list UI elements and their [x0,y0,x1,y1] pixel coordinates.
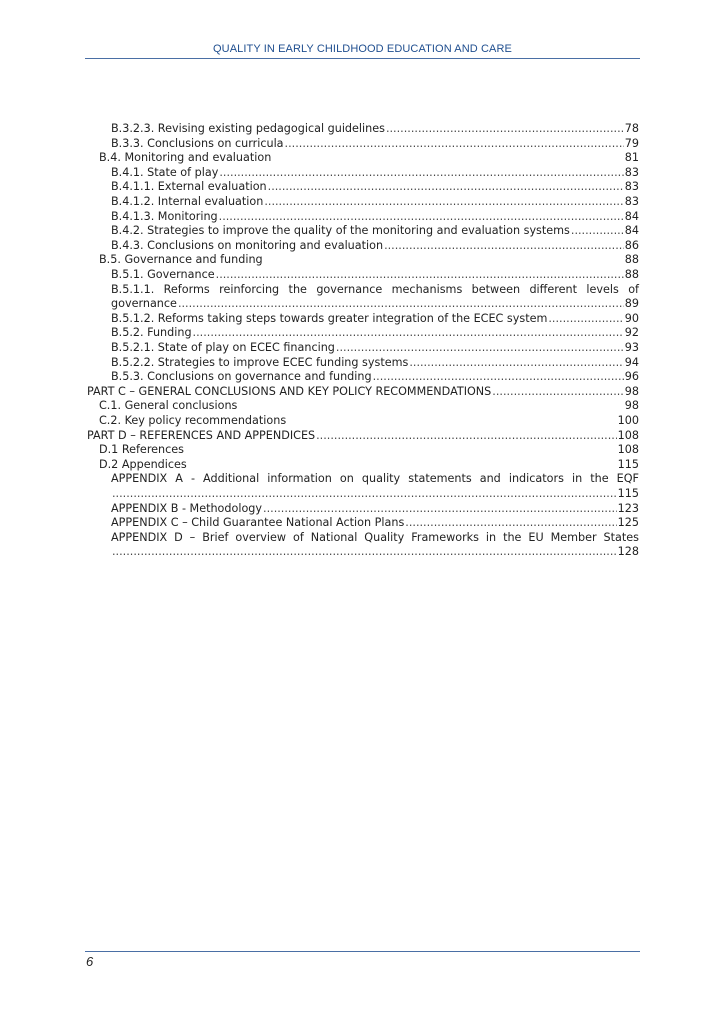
toc-entry-page: 98 [624,384,639,398]
toc-leader-dots [268,180,624,195]
toc-leader-dots [571,224,624,239]
toc-entry-label: B.5.1.2. Reforms taking steps towards greater integration of the ECEC system [111,311,548,325]
toc-entry[interactable] [111,180,639,195]
toc-entry-label: B.5.2. Funding [111,326,192,340]
toc-leader-dots [178,297,624,312]
toc-entry[interactable] [111,268,639,283]
toc-leader-dots [336,341,624,356]
toc-entry[interactable] [111,356,639,371]
toc-leader-dots [386,122,624,137]
page-number: 6 [86,954,94,969]
toc-leader-dots [384,239,624,254]
toc-entry-label: B.4.1.3. Monitoring [111,209,218,223]
toc-entry-label: PART C – GENERAL CONCLUSIONS AND KEY POLICY RECOMMENDATIONS [87,384,492,398]
toc-entry-label: C.1. General conclusions [99,399,238,413]
toc-leader-dots [112,545,617,560]
toc-entry[interactable] [111,502,639,517]
toc-entry-page: 100 [617,414,639,427]
toc-leader-dots [548,312,623,327]
toc-entry-page: 93 [624,341,639,354]
toc-entry-label: APPENDIX A - Additional information on quality statements and indicators in the EQF [111,472,639,486]
toc-leader-dots [216,268,624,283]
toc-entry[interactable] [99,151,639,166]
toc-entry[interactable] [99,443,639,458]
toc-entry-page: 83 [624,195,639,208]
toc-entry[interactable] [111,210,639,225]
toc-leader-dots [285,137,624,152]
toc-entry[interactable] [111,326,639,341]
toc-entry[interactable] [87,385,639,400]
toc-entry[interactable] [99,414,639,429]
toc-entry-label: APPENDIX D – Brief overview of National Quality Frameworks in the EU Member States [111,530,639,544]
toc-entry[interactable] [111,166,639,181]
toc-entry-page: 92 [624,326,639,340]
toc-entry[interactable] [99,458,639,473]
toc-entry-label: PART D – REFERENCES AND APPENDICES [87,428,316,442]
toc-leader-dots [219,210,624,225]
toc-entry[interactable] [111,516,639,531]
toc-entry[interactable] [111,224,639,239]
toc-entry-label: B.4.1.1. External evaluation [111,180,267,194]
toc-entry-label: B.4.1. State of play [111,165,219,179]
toc-entry[interactable] [111,195,639,210]
toc-entry-label: APPENDIX B - Methodology [111,501,263,515]
toc-entry-label: B.4.2. Strategies to improve the quality of the monitoring and evaluation systems [111,224,570,238]
toc-entry[interactable] [111,472,639,487]
toc-entry-page: 98 [624,399,639,413]
toc-entry-label: B.4.1.2. Internal evaluation [111,195,264,208]
toc-entry[interactable] [111,239,639,254]
toc-entry-page: 108 [617,428,639,442]
toc-leader-dots [373,370,624,385]
toc-leader-dots [263,502,617,517]
toc-entry-label: B.5. Governance and funding [99,253,263,267]
toc-leader-dots [492,385,623,400]
toc-leader-dots [219,166,623,181]
toc-entry-page: 123 [617,501,639,515]
header-divider [85,58,640,59]
toc-entry[interactable] [111,297,639,312]
toc-entry-label: B.5.2.2. Strategies to improve ECEC funding systems [111,355,409,369]
toc-entry-page: 79 [624,136,639,150]
toc-entry-label: governance [111,297,177,311]
toc-leader-dots [112,487,617,502]
toc-entry-page: 88 [624,268,639,281]
toc-entry[interactable] [111,545,639,560]
toc-entry[interactable] [99,399,639,414]
toc-entry-page: 86 [624,238,639,252]
footer-divider [85,951,640,952]
toc-leader-dots [409,356,623,371]
toc-entry[interactable] [111,370,639,385]
toc-entry[interactable] [111,312,639,327]
toc-leader-dots [405,516,616,531]
toc-entry-page: 115 [617,487,639,500]
toc-entry-label: B.5.2.1. State of play on ECEC financing [111,341,335,354]
toc-entry-label: B.4. Monitoring and evaluation [99,151,272,165]
toc-entry-page: 88 [624,253,639,267]
toc-entry-page: 83 [624,165,639,179]
toc-entry-label: APPENDIX C – Child Guarantee National Action Plans [111,516,405,530]
toc-entry[interactable] [111,122,639,137]
toc-leader-dots [193,326,624,341]
toc-leader-dots [264,195,623,210]
toc-entry-label: B.3.2.3. Revising existing pedagogical guidelines [111,122,385,135]
toc-entry-label: D.1 References [99,443,185,457]
toc-entry[interactable] [99,253,639,268]
toc-entry-label: C.2. Key policy recommendations [99,414,287,427]
toc-entry-page: 89 [624,297,639,311]
toc-entry-page: 94 [624,355,639,369]
toc-entry-label: B.3.3. Conclusions on curricula [111,136,284,150]
toc-entry-page: 83 [624,180,639,194]
toc-entry-page: 81 [624,151,639,165]
toc-leader-dots [316,429,617,444]
toc-entry-label: B.5.1.1. Reforms reinforcing the governance mechanisms between different levels of [111,282,639,296]
toc-entry-label: D.2 Appendices [99,457,187,471]
toc-entry-page: 84 [624,209,639,223]
running-header: QUALITY IN EARLY CHILDHOOD EDUCATION AND CARE [213,43,512,55]
toc-entry-label: B.5.3. Conclusions on governance and funding [111,370,372,384]
toc-entry-label: B.5.1. Governance [111,268,215,281]
toc-entry-page: 115 [617,457,639,471]
toc-entry[interactable] [111,487,639,502]
toc-entry[interactable] [111,341,639,356]
toc-entry-page: 125 [617,516,639,530]
toc-entry-page: 128 [617,545,639,559]
toc-entry[interactable] [111,531,639,546]
toc-entry[interactable] [87,429,639,444]
toc-entry[interactable] [111,283,639,298]
toc-entry-page: 90 [624,311,639,325]
toc-entry-page: 84 [624,224,639,238]
toc-entry-page: 96 [624,370,639,384]
toc-entry-page: 108 [617,443,639,457]
toc-entry-label: B.4.3. Conclusions on monitoring and evaluation [111,238,384,252]
toc-entry-page: 78 [624,122,639,135]
toc-entry[interactable] [111,137,639,152]
